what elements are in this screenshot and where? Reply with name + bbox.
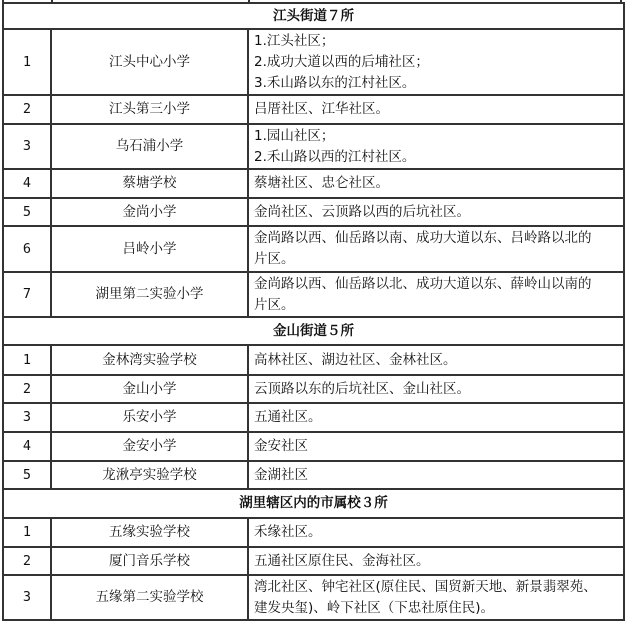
school-name: 乌石浦小学 <box>51 124 248 169</box>
area-line: 片区。 <box>254 296 295 313</box>
school-name: 五缘第二实验学校 <box>51 575 248 620</box>
area-line: 吕厝社区、江华社区。 <box>254 101 389 117</box>
school-name: 吕岭小学 <box>51 226 248 272</box>
school-name: 金安小学 <box>51 432 248 461</box>
section-title: 江头街道７所 <box>3 3 624 29</box>
row-index: 5 <box>3 461 51 489</box>
row-index: 3 <box>3 403 51 432</box>
area-line: 金湖社区 <box>254 466 308 483</box>
catchment-area <box>248 461 624 489</box>
row-index: 7 <box>3 272 51 317</box>
table-row <box>3 461 624 489</box>
school-name: 金林湾实验学校 <box>51 345 248 375</box>
row-index: 6 <box>3 226 51 272</box>
table-row <box>3 198 624 226</box>
school-district-table <box>2 2 625 621</box>
row-index: 1 <box>3 518 51 547</box>
catchment-area <box>248 345 624 375</box>
row-index: 4 <box>3 432 51 461</box>
catchment-area <box>248 518 624 547</box>
catchment-area <box>248 403 624 432</box>
area-line: 五通社区。 <box>254 409 322 425</box>
table-row <box>3 226 624 272</box>
table-row <box>3 375 624 403</box>
table-row <box>3 272 624 317</box>
catchment-area <box>248 575 624 620</box>
school-name: 五缘实验学校 <box>51 518 248 547</box>
catchment-area <box>248 432 624 461</box>
school-name: 湖里第二实验小学 <box>51 272 248 317</box>
table-row <box>3 547 624 575</box>
area-line: 1.江头社区； <box>254 32 335 49</box>
school-name: 江头第三小学 <box>51 95 248 124</box>
row-index: 3 <box>3 575 51 620</box>
row-index: 1 <box>3 345 51 375</box>
table-row <box>3 345 624 375</box>
row-index: 2 <box>3 375 51 403</box>
school-name: 金尚小学 <box>51 198 248 226</box>
area-line: 金安社区 <box>254 438 308 454</box>
catchment-area <box>248 375 624 403</box>
area-line: 1.园山社区； <box>254 127 335 144</box>
table-row <box>3 403 624 432</box>
area-line: 蔡塘社区、忠仑社区。 <box>254 175 389 191</box>
table-row <box>3 518 624 547</box>
area-line: 金尚路以西、仙岳路以南、成功大道以东、吕岭路以北的 <box>254 230 592 246</box>
school-name: 金山小学 <box>51 375 248 403</box>
section-header-row <box>3 489 624 518</box>
catchment-area <box>248 124 624 169</box>
area-line: 2.成功大道以西的后埔社区； <box>254 53 429 70</box>
row-index: 2 <box>3 95 51 124</box>
area-line: 禾缘社区。 <box>254 524 322 540</box>
table-row <box>3 432 624 461</box>
catchment-area <box>248 226 624 272</box>
area-line: 湾北社区、钟宅社区(原住民、国贸新天地、新景翡翠苑、 <box>254 578 597 595</box>
catchment-area <box>248 29 624 95</box>
table-row <box>3 169 624 198</box>
school-name: 厦门音乐学校 <box>51 547 248 575</box>
area-line: 金尚路以西、仙岳路以北、成功大道以东、薛岭山以南的 <box>254 275 592 292</box>
table-row <box>3 95 624 124</box>
school-name: 蔡塘学校 <box>51 169 248 198</box>
area-line: 3.禾山路以东的江村社区。 <box>254 74 416 91</box>
school-name: 江头中心小学 <box>51 29 248 95</box>
table-row <box>3 124 624 169</box>
table-row <box>3 575 624 620</box>
area-line: 高林社区、湖边社区、金林社区。 <box>254 351 457 368</box>
section-header-row <box>3 3 624 29</box>
section-header-row <box>3 317 624 345</box>
school-name: 龙湫亭实验学校 <box>51 461 248 489</box>
catchment-area <box>248 95 624 124</box>
area-line: 建发央玺)、岭下社区（下忠社原住民)。 <box>254 599 495 616</box>
catchment-area <box>248 547 624 575</box>
table-row <box>3 29 624 95</box>
section-title: 湖里辖区内的市属校３所 <box>3 489 624 518</box>
school-name: 乐安小学 <box>51 403 248 432</box>
area-line: 片区。 <box>254 251 295 267</box>
area-line: 2.禾山路以西的江村社区。 <box>254 148 416 165</box>
area-line: 五通社区原住民、金海社区。 <box>254 552 430 569</box>
row-index: 3 <box>3 124 51 169</box>
row-index: 5 <box>3 198 51 226</box>
catchment-area <box>248 272 624 317</box>
catchment-area <box>248 198 624 226</box>
catchment-area <box>248 169 624 198</box>
area-line: 金尚社区、云顶路以西的后坑社区。 <box>254 203 470 220</box>
row-index: 4 <box>3 169 51 198</box>
section-title: 金山街道５所 <box>3 317 624 345</box>
row-index: 2 <box>3 547 51 575</box>
row-index: 1 <box>3 29 51 95</box>
area-line: 云顶路以东的后坑社区、金山社区。 <box>254 380 470 397</box>
